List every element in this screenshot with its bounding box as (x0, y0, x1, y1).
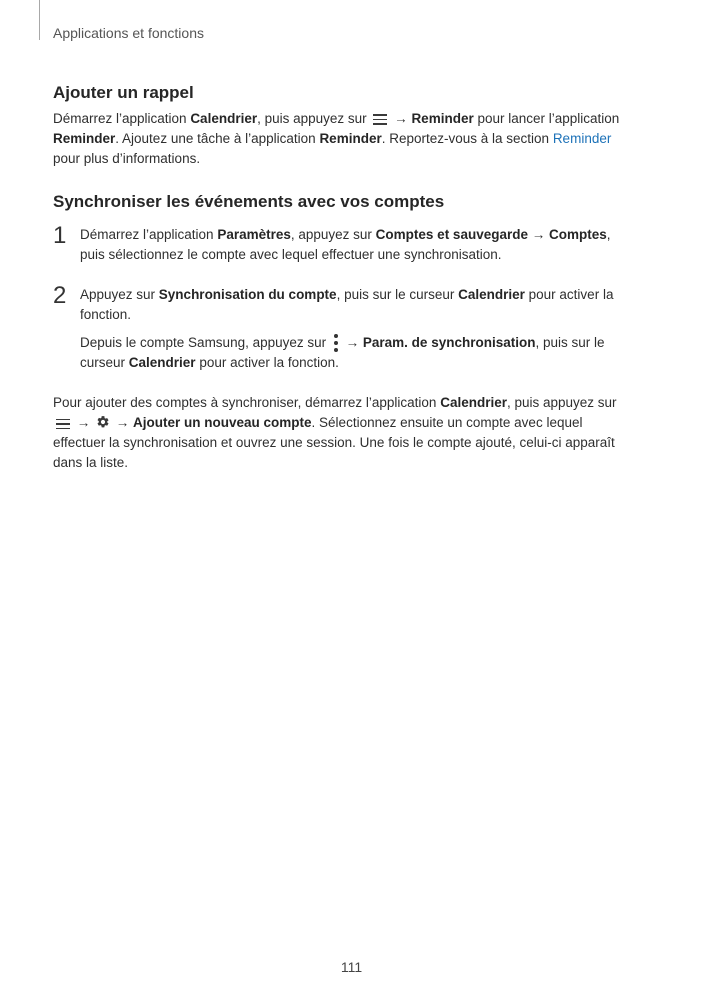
add-reminder-paragraph: Démarrez l’application Calendrier, puis appuyez sur → Reminder pour lancer l’application Reminder. Ajoutez une tâche à l’application Reminder. Reportez-vous à la section Reminder pour plus d’informations. (53, 111, 620, 166)
step-number: 2 (53, 282, 67, 309)
step-2 (53, 282, 638, 373)
reminder-link[interactable]: Reminder (552, 131, 612, 146)
section-title-sync-events: Synchroniser les événements avec vos comptes (53, 192, 445, 211)
step-1-text: Démarrez l’application Paramètres, appuyez sur Comptes et sauvegarde → Comptes, puis sélectionnez le compte avec lequel effectuer une synchronisation. (80, 227, 611, 262)
add-accounts-paragraph: Pour ajouter des comptes à synchroniser, démarrez l’application Calendrier, puis appuyez sur → → Ajouter un nouveau compte. Sélectionnez ensuite un compte avec lequel effectuer la synchronisation et ouvrez une session. Une fois le compte ajouté, celui-ci apparaît dans la liste. (53, 395, 617, 471)
menu-icon (56, 418, 70, 430)
more-options-icon (333, 333, 339, 353)
page-header: Applications et fonctions (53, 25, 204, 41)
step-1 (53, 222, 638, 265)
page-content (53, 80, 638, 473)
page-number: 111 (340, 959, 363, 975)
gear-icon (96, 415, 110, 429)
step-number: 1 (53, 222, 67, 249)
step-2-text: Appuyez sur Synchronisation du compte, puis sur le curseur Calendrier pour activer la fonction. (80, 287, 614, 322)
section-title-add-reminder: Ajouter un rappel (53, 83, 194, 102)
header-divider-line (39, 0, 40, 40)
menu-icon (373, 113, 387, 125)
step-2-samsung-note: Depuis le compte Samsung, appuyez sur → Param. de synchronisation, puis sur le curseur Calendrier pour activer la fonction. (80, 335, 605, 371)
